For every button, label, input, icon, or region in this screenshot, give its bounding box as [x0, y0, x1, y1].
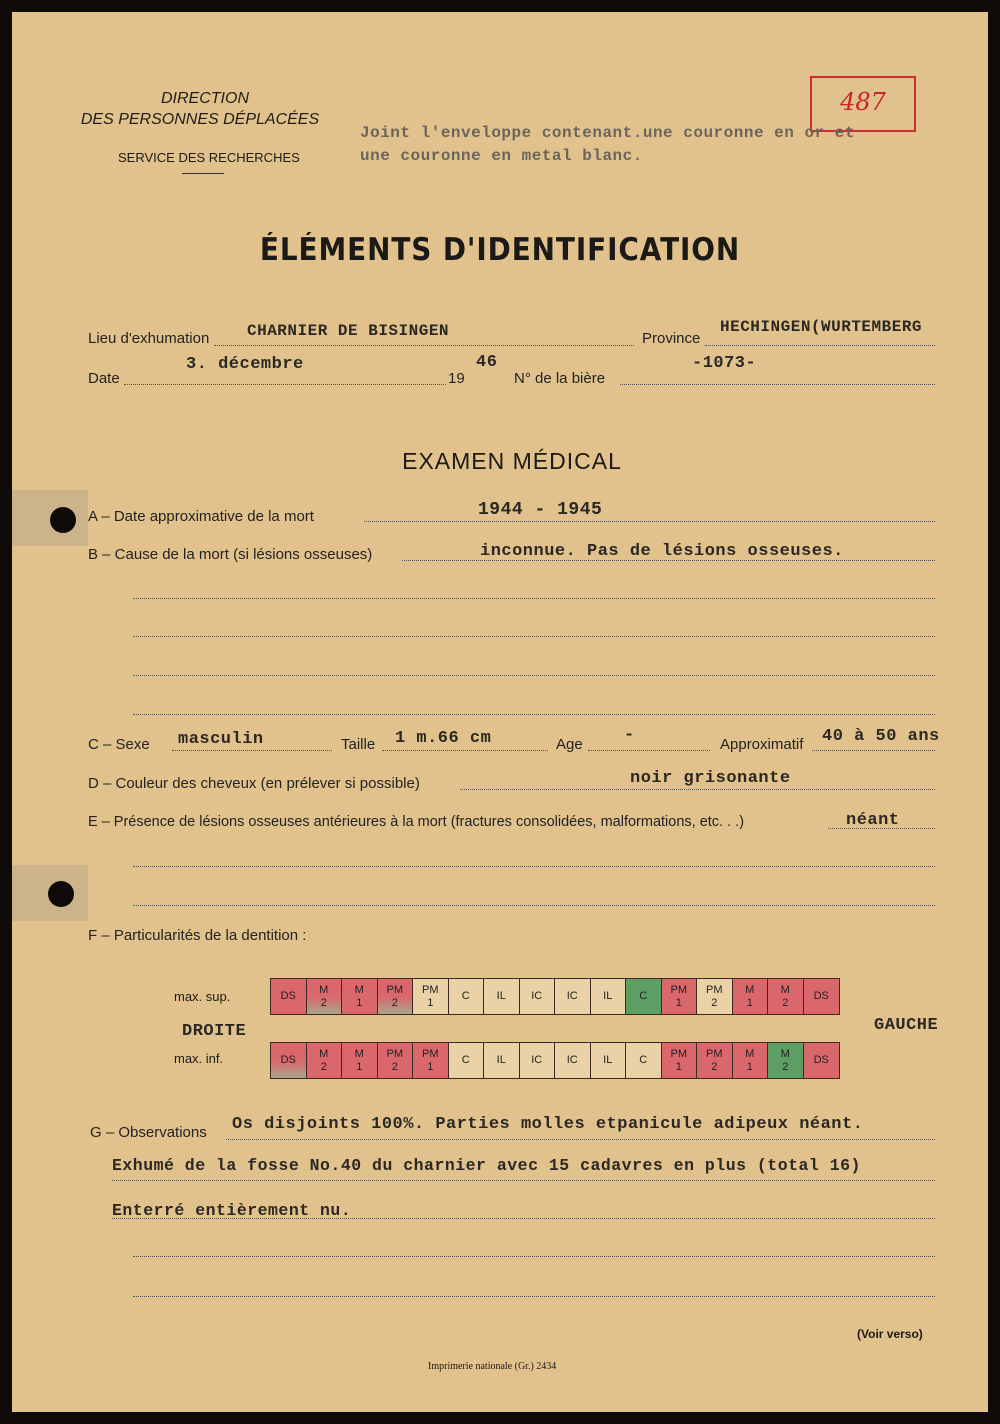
blank-line: [133, 866, 935, 867]
taille-dots: [382, 750, 548, 751]
typed-note-line2: une couronne en metal blanc.: [360, 147, 643, 165]
lower-tooth: [307, 1043, 343, 1078]
obs-line3: Enterré entièrement nu.: [112, 1201, 352, 1220]
age-value: -: [624, 726, 635, 745]
tooth-number: 2: [391, 1060, 398, 1073]
upper-tooth: [555, 979, 591, 1014]
approx-value: 40 à 50 ans: [822, 727, 940, 746]
approx-label: Approximatif: [720, 736, 804, 753]
page-title: ÉLÉMENTS D'IDENTIFICATION: [259, 232, 741, 268]
max-inf-label: max. inf.: [174, 1051, 224, 1066]
upper-tooth: [271, 979, 307, 1014]
upper-tooth: [626, 979, 662, 1014]
blank-line: [133, 1296, 935, 1297]
field-b-value: inconnue. Pas de lésions osseuses.: [480, 542, 844, 561]
lower-tooth: [555, 1043, 591, 1078]
field-e-label: E – Présence de lésions osseuses antérieures à la mort (fractures consolidées, malformations, etc. . .): [88, 814, 745, 830]
tooth-code: DS: [280, 1054, 296, 1066]
tooth-number: 1: [427, 1060, 434, 1073]
tooth-number: 2: [320, 996, 327, 1009]
gauche-label: GAUCHE: [874, 1016, 939, 1035]
taille-value: 1 m.66 cm: [395, 729, 492, 748]
upper-tooth: [662, 979, 698, 1014]
tooth-code: IL: [496, 990, 506, 1002]
field-d-label: D – Couleur des cheveux (en prélever si possible): [88, 775, 420, 792]
biere-label: N° de la bière: [514, 370, 606, 387]
tooth-code: PM: [706, 1047, 723, 1060]
field-a-label: A – Date approximative de la mort: [88, 508, 314, 525]
upper-tooth: [342, 979, 378, 1014]
date-dots: [124, 384, 446, 385]
lower-tooth: [342, 1043, 378, 1078]
tooth-code: IL: [496, 1054, 506, 1066]
obs-line1: Os disjoints 100%. Parties molles etpanicule adipeux néant.: [232, 1115, 864, 1134]
tooth-code: C: [461, 1054, 470, 1066]
tooth-number: 1: [427, 996, 434, 1009]
tooth-code: C: [639, 1054, 648, 1066]
upper-tooth: [307, 979, 343, 1014]
tooth-code: PM: [422, 983, 439, 996]
tooth-code: PM: [386, 983, 403, 996]
age-label: Age: [556, 736, 583, 753]
lower-tooth: [697, 1043, 733, 1078]
droite-label: DROITE: [182, 1022, 247, 1041]
blank-line: [133, 636, 935, 637]
tooth-code: IC: [531, 990, 543, 1002]
province-dots: [705, 345, 935, 346]
sexe-dots: [172, 750, 332, 751]
tooth-code: DS: [280, 990, 296, 1002]
upper-tooth: [591, 979, 627, 1014]
imprimerie: Imprimerie nationale (Gr.) 2434: [428, 1361, 557, 1372]
year-value: 46: [476, 353, 498, 372]
biere-value: -1073-: [692, 354, 757, 373]
tooth-number: 2: [391, 996, 398, 1009]
tooth-code: PM: [670, 983, 687, 996]
obs-dots: [112, 1180, 935, 1181]
upper-tooth: [804, 979, 840, 1014]
tooth-number: 1: [356, 1060, 363, 1073]
tooth-code: PM: [422, 1047, 439, 1060]
obs-line2: Exhumé de la fosse No.40 du charnier avec 15 cadavres en plus (total 16): [112, 1156, 861, 1175]
header-department: DES PERSONNES DÉPLACÉES: [80, 111, 320, 128]
sexe-value: masculin: [178, 730, 264, 749]
tooth-code: DS: [813, 1054, 829, 1066]
lieu-label: Lieu d'exhumation: [88, 330, 210, 347]
tooth-code: IL: [603, 1054, 613, 1066]
tooth-number: 1: [746, 1060, 753, 1073]
biere-dots: [620, 384, 935, 385]
lieu-dots: [214, 345, 634, 346]
province-value: HECHINGEN(WURTEMBERG: [720, 318, 923, 336]
field-f-label: F – Particularités de la dentition :: [88, 927, 307, 944]
field-e-value: néant: [846, 811, 900, 830]
tooth-number: 1: [746, 996, 753, 1009]
tooth-number: 2: [782, 1060, 789, 1073]
tooth-code: M: [354, 983, 364, 996]
blank-line: [133, 905, 935, 906]
tooth-code: M: [319, 983, 329, 996]
upper-tooth: [697, 979, 733, 1014]
upper-tooth: [520, 979, 556, 1014]
tooth-code: M: [745, 983, 755, 996]
tooth-number: 2: [711, 996, 718, 1009]
upper-tooth: [733, 979, 769, 1014]
field-g-label: G – Observations: [90, 1124, 207, 1141]
blank-line: [133, 598, 935, 599]
tooth-code: C: [639, 990, 648, 1002]
tooth-code: M: [319, 1047, 329, 1060]
lieu-value: CHARNIER DE BISINGEN: [247, 322, 450, 340]
tooth-number: 1: [675, 1060, 682, 1073]
province-label: Province: [642, 330, 701, 347]
section-title: EXAMEN MÉDICAL: [402, 448, 622, 474]
upper-tooth: [449, 979, 485, 1014]
blank-line: [133, 675, 935, 676]
upper-tooth: [413, 979, 449, 1014]
lower-teeth-chart: [270, 1042, 840, 1079]
tooth-code: DS: [813, 990, 829, 1002]
approx-dots: [812, 750, 935, 751]
punch-hole: [48, 881, 74, 907]
tooth-code: IC: [566, 1054, 578, 1066]
tooth-number: 2: [711, 1060, 718, 1073]
field-d-dots: [460, 789, 935, 790]
taille-label: Taille: [341, 736, 376, 753]
lower-tooth: [804, 1043, 840, 1078]
field-a-value: 1944 - 1945: [478, 500, 603, 520]
obs-dots: [226, 1139, 935, 1140]
lower-tooth: [768, 1043, 804, 1078]
tooth-code: C: [461, 990, 470, 1002]
lower-tooth: [271, 1043, 307, 1078]
date-value: 3. décembre: [186, 355, 304, 374]
lower-tooth: [733, 1043, 769, 1078]
tooth-code: PM: [670, 1047, 687, 1060]
tooth-code: IL: [603, 990, 613, 1002]
tooth-code: M: [780, 1047, 790, 1060]
year-prefix: 19: [448, 370, 465, 387]
header-service: SERVICE DES RECHERCHES: [118, 150, 300, 165]
stamp-number: 487: [840, 88, 886, 116]
lower-tooth: [591, 1043, 627, 1078]
lower-tooth: [626, 1043, 662, 1078]
age-dots: [588, 750, 710, 751]
blank-line: [133, 1256, 935, 1257]
tooth-code: IC: [566, 990, 578, 1002]
upper-tooth: [768, 979, 804, 1014]
upper-teeth-chart: [270, 978, 840, 1015]
tooth-number: 1: [356, 996, 363, 1009]
lower-tooth: [378, 1043, 414, 1078]
header-direction: DIRECTION: [161, 90, 249, 107]
max-sup-label: max. sup.: [174, 989, 231, 1004]
tooth-code: PM: [386, 1047, 403, 1060]
field-a-dots: [364, 521, 935, 522]
blank-line: [133, 714, 935, 715]
lower-tooth: [449, 1043, 485, 1078]
field-d-value: noir grisonante: [630, 769, 791, 788]
tooth-code: IC: [531, 1054, 543, 1066]
header-divider: [182, 173, 224, 174]
punch-hole: [50, 507, 76, 533]
tooth-number: 1: [675, 996, 682, 1009]
lower-tooth: [520, 1043, 556, 1078]
tooth-code: PM: [706, 983, 723, 996]
lower-tooth: [413, 1043, 449, 1078]
typed-note-line1: Joint l'enveloppe contenant.une couronne en or et: [360, 124, 855, 142]
tooth-number: 2: [782, 996, 789, 1009]
lower-tooth: [484, 1043, 520, 1078]
upper-tooth: [484, 979, 520, 1014]
tooth-code: M: [745, 1047, 755, 1060]
field-b-label: B – Cause de la mort (si lésions osseuses): [88, 546, 373, 563]
upper-tooth: [378, 979, 414, 1014]
tooth-code: M: [780, 983, 790, 996]
tooth-number: 2: [320, 1060, 327, 1073]
voir-verso: (Voir verso): [857, 1327, 923, 1341]
field-c-label: C – Sexe: [88, 736, 150, 753]
tooth-code: M: [354, 1047, 364, 1060]
lower-tooth: [662, 1043, 698, 1078]
date-label: Date: [88, 370, 120, 387]
